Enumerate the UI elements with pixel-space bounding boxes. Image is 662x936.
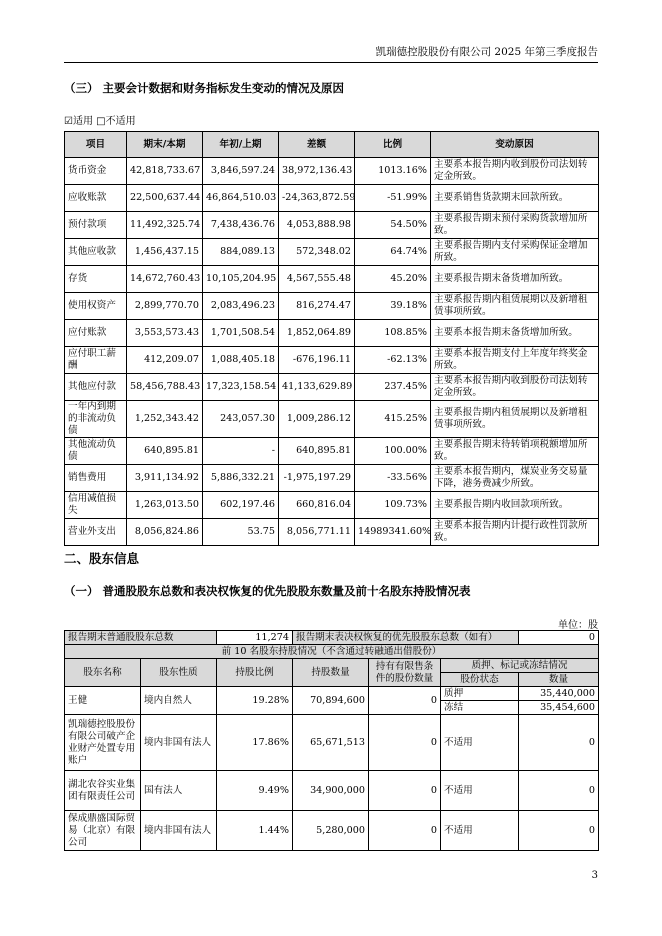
cell-diff: 816,274.47: [279, 293, 355, 320]
cell-item: 预付款项: [65, 212, 127, 239]
holder-count: 0: [519, 811, 599, 851]
table-row: [65, 492, 599, 519]
cell-current: 1,263,013.50: [127, 492, 203, 519]
holder-status: 不适用: [441, 715, 519, 771]
cell-previous: 3,846,597.24: [203, 158, 279, 185]
cell-item: 应付账款: [65, 320, 127, 347]
table-row: [65, 158, 599, 185]
header-rule: [64, 62, 598, 63]
cell-diff: 660,816.04: [279, 492, 355, 519]
top10-label: 前 10 名股东持股情况（不含通过转融通出借股份）: [65, 645, 599, 659]
col-header: 年初/上期: [203, 132, 279, 158]
holder-status: 质押: [441, 687, 519, 701]
summary-row: [65, 631, 599, 645]
holder-nature: 国有法人: [141, 771, 217, 811]
cell-diff: 4,053,888.98: [279, 212, 355, 239]
col-header: 比例: [355, 132, 431, 158]
col-header: 股东性质: [141, 659, 217, 687]
col-header: 变动原因: [431, 132, 599, 158]
table-row: [65, 374, 599, 401]
cell-previous: -: [203, 438, 279, 465]
financial-changes-table: [64, 131, 599, 546]
cell-current: 1,456,437.15: [127, 239, 203, 266]
cell-reason: 主要系报告期内收回款项所致。: [431, 492, 599, 519]
cell-item: 其他应收款: [65, 239, 127, 266]
holder-qty: 5,280,000: [293, 811, 369, 851]
table-row: [65, 212, 599, 239]
cell-previous: 2,083,496.23: [203, 293, 279, 320]
cell-ratio: 14989341.60%: [355, 519, 431, 546]
holder-status: 冻结: [441, 701, 519, 715]
cell-diff: 41,133,629.89: [279, 374, 355, 401]
cell-item: 信用减值损失: [65, 492, 127, 519]
cell-diff: -676,196.11: [279, 347, 355, 374]
cell-current: 1,252,343.42: [127, 401, 203, 438]
total-holders-label: 报告期末普通股股东总数: [65, 631, 217, 645]
cell-reason: 主要系本报告期内收到股份司法划转定金所致。: [431, 374, 599, 401]
cell-ratio: 1013.16%: [355, 158, 431, 185]
cell-current: 8,056,824.86: [127, 519, 203, 546]
cell-previous: 884,089.13: [203, 239, 279, 266]
col-header: 差额: [279, 132, 355, 158]
cell-diff: 1,852,064.89: [279, 320, 355, 347]
cell-current: 42,818,733.67: [127, 158, 203, 185]
table-row: [65, 401, 599, 438]
holder-restricted: 0: [369, 715, 441, 771]
pref-holders-value: 0: [519, 631, 599, 645]
page-number: 3: [591, 870, 598, 881]
cell-item: 应收账款: [65, 185, 127, 212]
holder-name: 凯瑞德控股股份有限公司破产企业财产处置专用账户: [65, 715, 141, 771]
shareholder-table-title: （一） 普通股股东总数和表决权恢复的优先股股东数量及前十名股东持股情况表: [64, 584, 471, 598]
col-header: 持股数量: [293, 659, 369, 687]
section-3-title: （三） 主要会计数据和财务指标发生变动的情况及原因: [64, 81, 345, 95]
table-row: [65, 519, 599, 546]
cell-current: 3,911,134.92: [127, 465, 203, 492]
table-header-row: [65, 132, 599, 158]
cell-ratio: -51.99%: [355, 185, 431, 212]
holder-restricted: 0: [369, 771, 441, 811]
cell-current: 3,553,573.43: [127, 320, 203, 347]
cell-ratio: 64.74%: [355, 239, 431, 266]
holder-nature: 境内非国有法人: [141, 811, 217, 851]
col-header: 持股比例: [217, 659, 293, 687]
cell-item: 应付职工薪酬: [65, 347, 127, 374]
holder-qty: 34,900,000: [293, 771, 369, 811]
col-header: 股份状态: [441, 673, 519, 687]
header-row-1: [65, 659, 599, 673]
holder-name: 保成鼎盛国际贸易（北京）有限公司: [65, 811, 141, 851]
cell-current: 58,456,788.43: [127, 374, 203, 401]
cell-reason: 主要系报告期末预付采购货款增加所致。: [431, 212, 599, 239]
col-header: 项目: [65, 132, 127, 158]
cell-current: 22,500,637.44: [127, 185, 203, 212]
total-holders-value: 11,274: [217, 631, 293, 645]
cell-previous: 17,323,158.54: [203, 374, 279, 401]
holder-pct: 1.44%: [217, 811, 293, 851]
cell-diff: 8,056,771.11: [279, 519, 355, 546]
holder-nature: 境内非国有法人: [141, 715, 217, 771]
holder-count: 35,454,600: [519, 701, 599, 715]
cell-previous: 1,088,405.18: [203, 347, 279, 374]
table-row: [65, 185, 599, 212]
table-row: [65, 266, 599, 293]
holder-qty: 70,894,600: [293, 687, 369, 715]
cell-current: 11,492,325.74: [127, 212, 203, 239]
cell-previous: 5,886,332.21: [203, 465, 279, 492]
holder-name: 湖北农谷实业集团有限责任公司: [65, 771, 141, 811]
holder-pct: 17.86%: [217, 715, 293, 771]
cell-item: 其他流动负债: [65, 438, 127, 465]
holder-status: 不适用: [441, 811, 519, 851]
cell-ratio: 109.73%: [355, 492, 431, 519]
pref-holders-label: 报告期末表决权恢复的优先股股东总数（如有）: [293, 631, 519, 645]
cell-reason: 主要系本报告期内计提行政性罚款所致。: [431, 519, 599, 546]
section-2-heading: 二、股东信息: [64, 551, 140, 566]
holder-restricted: 0: [369, 687, 441, 715]
holder-qty: 65,671,513: [293, 715, 369, 771]
table-row: [65, 293, 599, 320]
cell-reason: 主要系报告期末待转销项税额增加所致。: [431, 438, 599, 465]
cell-diff: -1,975,197.29: [279, 465, 355, 492]
cell-ratio: 108.85%: [355, 320, 431, 347]
cell-ratio: -33.56%: [355, 465, 431, 492]
col-header: 质押、标记或冻结情况: [441, 659, 599, 673]
table-row: [65, 239, 599, 266]
cell-previous: 1,701,508.54: [203, 320, 279, 347]
cell-item: 存货: [65, 266, 127, 293]
cell-previous: 602,197.46: [203, 492, 279, 519]
cell-ratio: 237.45%: [355, 374, 431, 401]
col-header: 持有有限售条件的股份数量: [369, 659, 441, 687]
table-row: [65, 347, 599, 374]
cell-diff: 4,567,555.48: [279, 266, 355, 293]
cell-reason: 主要系报告期内租赁展期以及新增租赁事项所致。: [431, 401, 599, 438]
cell-diff: 38,972,136.43: [279, 158, 355, 185]
cell-previous: 10,105,204.95: [203, 266, 279, 293]
col-header: 数量: [519, 673, 599, 687]
table-row: [65, 465, 599, 492]
holder-count: 0: [519, 771, 599, 811]
holder-count: 35,440,000: [519, 687, 599, 701]
cell-reason: 主要系本报告期支付上年度年终奖金所致。: [431, 347, 599, 374]
cell-current: 640,895.81: [127, 438, 203, 465]
cell-ratio: 45.20%: [355, 266, 431, 293]
cell-diff: 1,009,286.12: [279, 401, 355, 438]
table-row: [65, 438, 599, 465]
cell-reason: 主要系报告期内租赁展期以及新增租赁事项所致。: [431, 293, 599, 320]
col-header: 期末/本期: [127, 132, 203, 158]
cell-reason: 主要系报告期末备货增加所致。: [431, 266, 599, 293]
cell-current: 2,899,770.70: [127, 293, 203, 320]
cell-reason: 主要系本报告期末备货增加所致。: [431, 320, 599, 347]
cell-item: 货币资金: [65, 158, 127, 185]
cell-ratio: 54.50%: [355, 212, 431, 239]
table-row: [65, 811, 599, 851]
holder-nature: 境内自然人: [141, 687, 217, 715]
cell-ratio: -62.13%: [355, 347, 431, 374]
cell-previous: 46,864,510.03: [203, 185, 279, 212]
holder-count: 0: [519, 715, 599, 771]
cell-ratio: 100.00%: [355, 438, 431, 465]
page-header: 凯瑞德控股股份有限公司 2025 年第三季度报告: [375, 46, 598, 58]
cell-diff: 572,348.02: [279, 239, 355, 266]
cell-previous: 53.75: [203, 519, 279, 546]
cell-reason: 主要系本报告期内收到股份司法划转定金所致。: [431, 158, 599, 185]
applicable-checkbox-line: ☑适用 □不适用: [64, 116, 136, 127]
cell-reason: 主要系报告期内支付采购保证金增加所致。: [431, 239, 599, 266]
cell-reason: 主要系本报告期内，煤炭业务交易量下降，港务费减少所致。: [431, 465, 599, 492]
cell-current: 412,209.07: [127, 347, 203, 374]
cell-item: 销售费用: [65, 465, 127, 492]
cell-current: 14,672,760.43: [127, 266, 203, 293]
holder-restricted: 0: [369, 811, 441, 851]
table-row: [65, 320, 599, 347]
cell-item: 营业外支出: [65, 519, 127, 546]
top10-label-row: [65, 645, 599, 659]
cell-item: 一年内到期的非流动负债: [65, 401, 127, 438]
cell-ratio: 415.25%: [355, 401, 431, 438]
cell-previous: 243,057.30: [203, 401, 279, 438]
shareholder-table: [64, 630, 599, 851]
holder-name: 王健: [65, 687, 141, 715]
table-row: [65, 715, 599, 771]
cell-diff: -24,363,872.59: [279, 185, 355, 212]
table-row: [65, 687, 599, 701]
col-header: 股东名称: [65, 659, 141, 687]
cell-item: 其他应付款: [65, 374, 127, 401]
holder-pct: 19.28%: [217, 687, 293, 715]
cell-previous: 7,438,436.76: [203, 212, 279, 239]
holder-status: 不适用: [441, 771, 519, 811]
unit-label: 单位：股: [558, 620, 598, 631]
holder-pct: 9.49%: [217, 771, 293, 811]
cell-ratio: 39.18%: [355, 293, 431, 320]
cell-diff: 640,895.81: [279, 438, 355, 465]
cell-reason: 主要系销售货款期末回款所致。: [431, 185, 599, 212]
table-row: [65, 771, 599, 811]
cell-item: 使用权资产: [65, 293, 127, 320]
